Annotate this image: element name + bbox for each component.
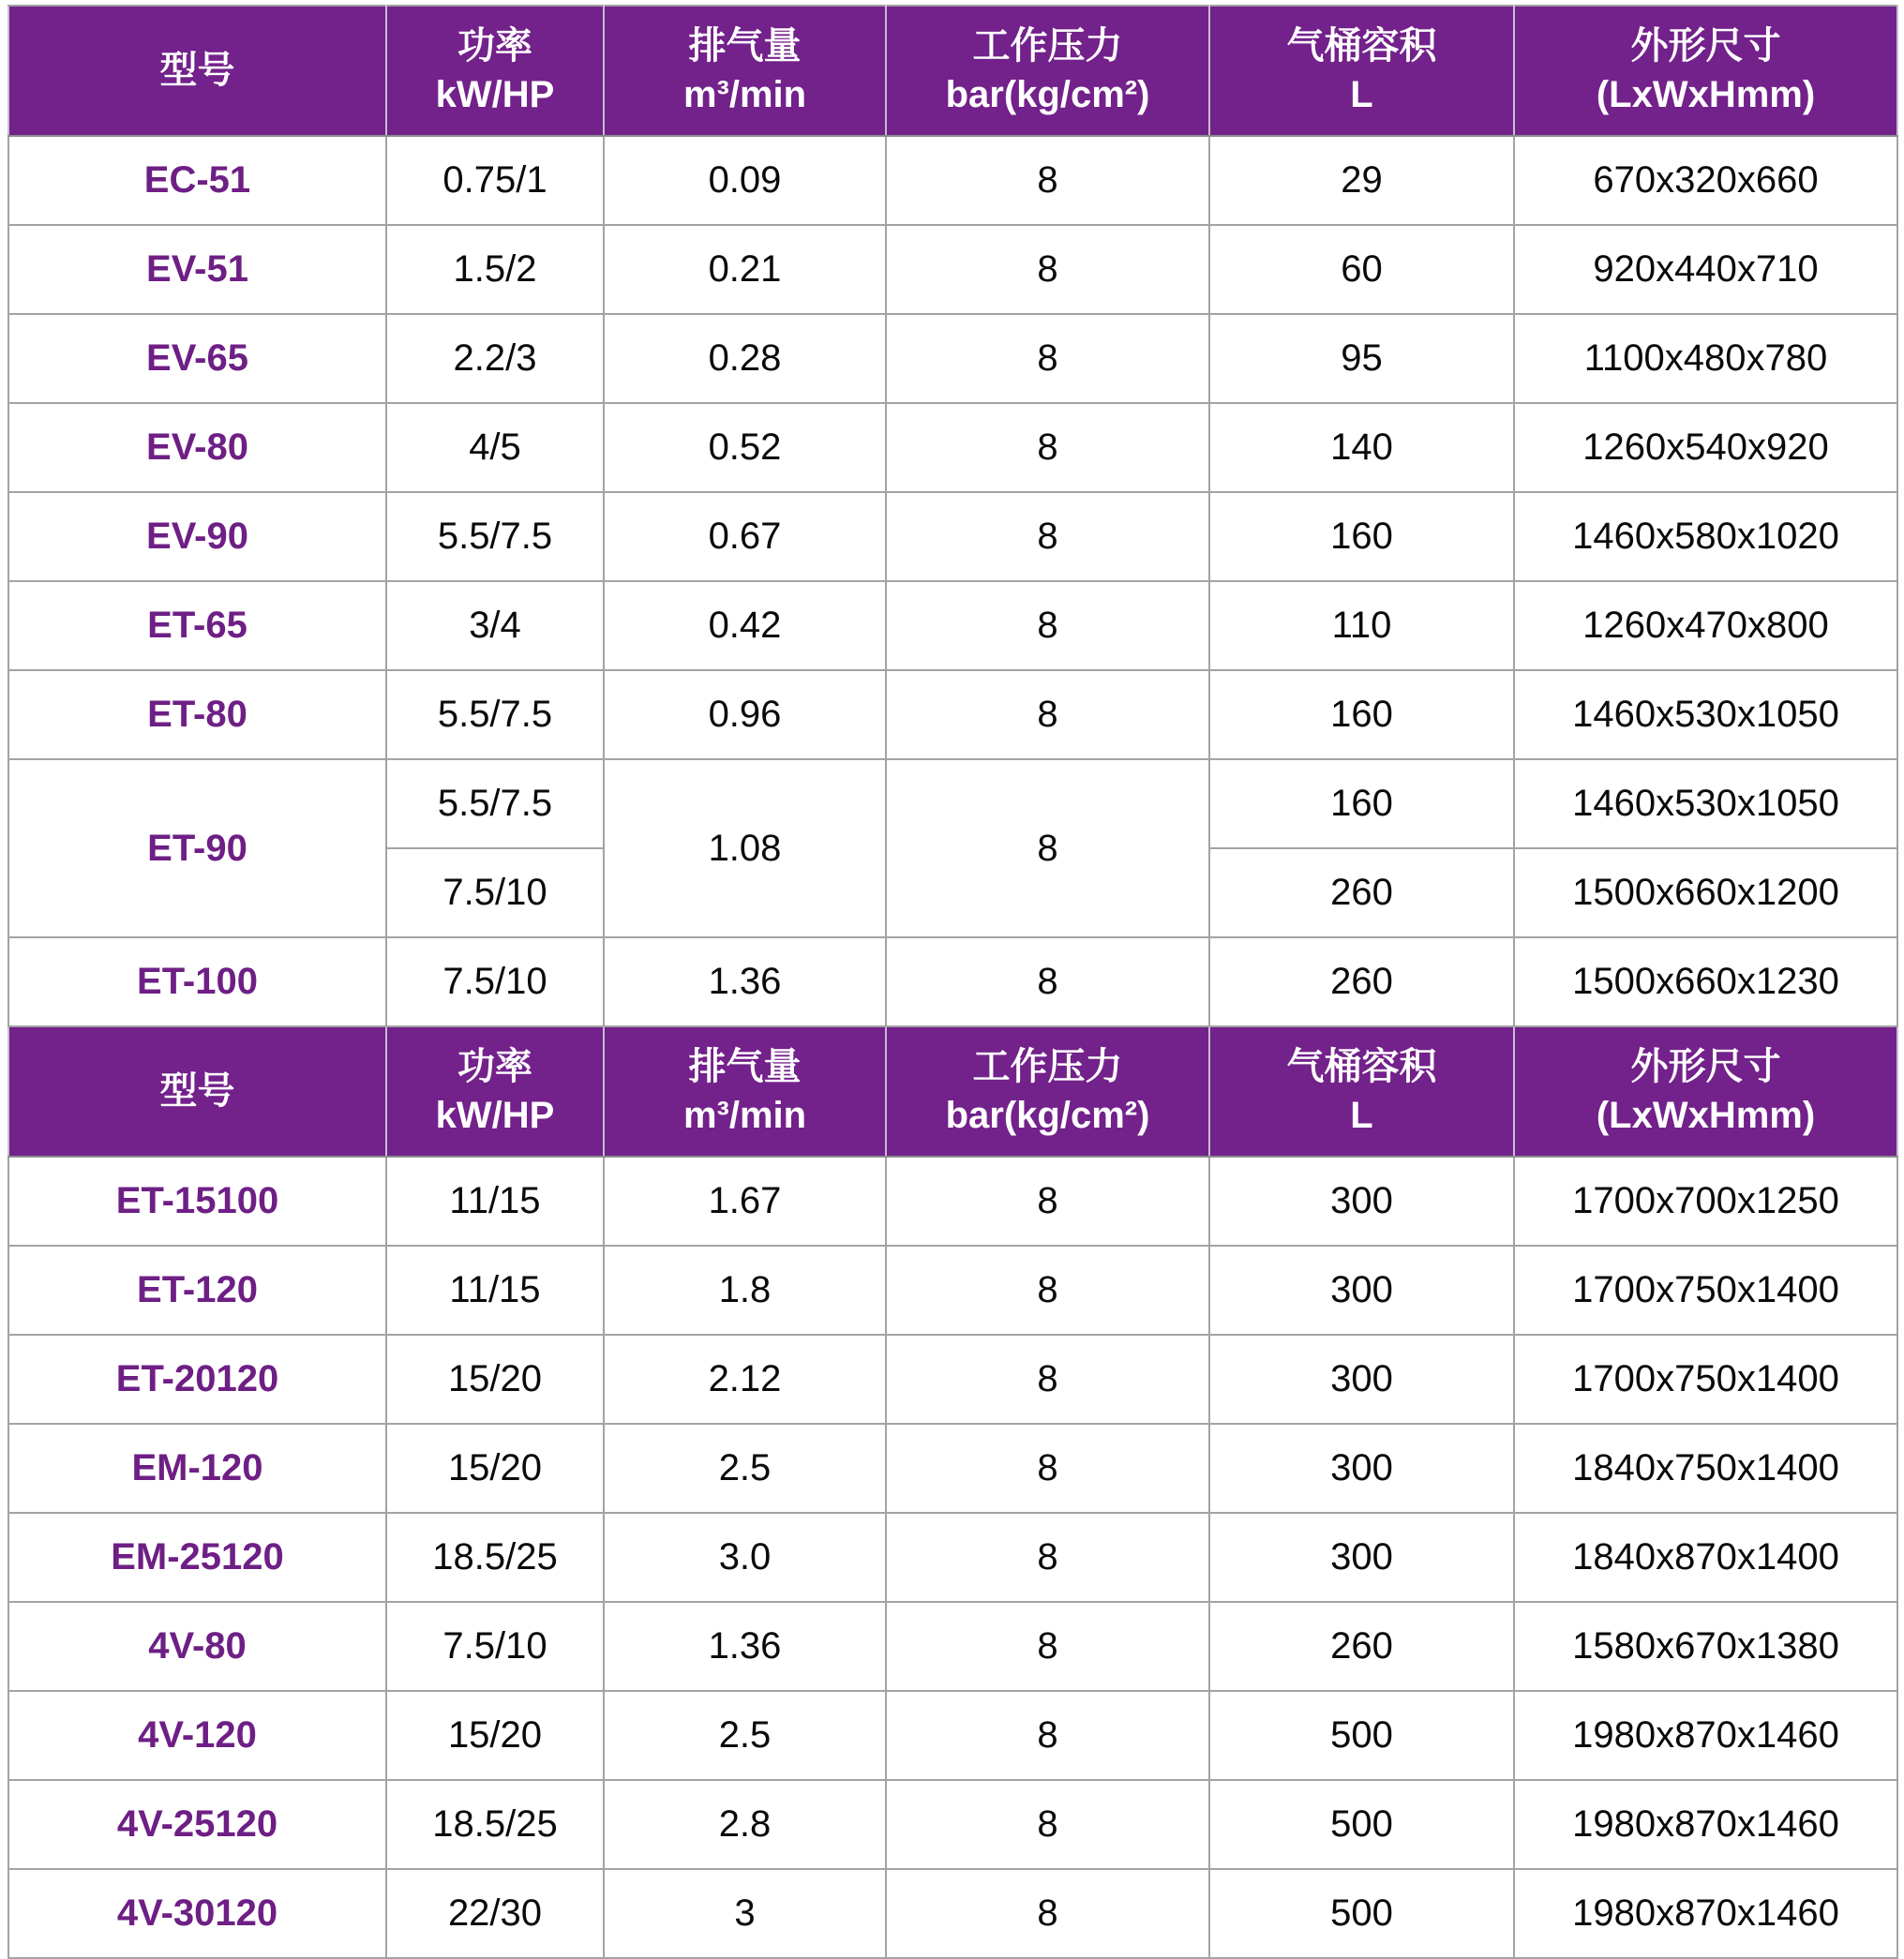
- table-row: [8, 225, 1897, 314]
- cell-power: 22/30: [386, 1869, 604, 1958]
- table-row: [8, 403, 1897, 492]
- header-displacement-line1: 排气量: [688, 25, 802, 67]
- header-cell-model: [8, 1026, 386, 1157]
- cell-pressure: 8: [886, 759, 1209, 937]
- header-pressure-line1: 工作压力: [972, 25, 1123, 67]
- cell-displacement: 0.67: [604, 492, 886, 581]
- cell-tank: 260: [1209, 937, 1514, 1026]
- cell-displacement: 1.08: [604, 759, 886, 937]
- header-power-line1: 功率: [457, 25, 532, 67]
- table-row: [8, 1424, 1897, 1513]
- cell-power: 5.5/7.5: [386, 492, 604, 581]
- cell-displacement: 0.42: [604, 581, 886, 670]
- cell-pressure: 8: [886, 1335, 1209, 1424]
- table-header-row-2: [8, 1026, 1897, 1157]
- cell-power: 5.5/7.5: [386, 670, 604, 759]
- cell-dims: 1460x580x1020: [1514, 492, 1897, 581]
- cell-power: 7.5/10: [386, 848, 604, 937]
- cell-dims: 1700x750x1400: [1514, 1335, 1897, 1424]
- cell-model: ET-90: [8, 759, 386, 937]
- cell-model: ET-120: [8, 1246, 386, 1335]
- cell-tank: 29: [1209, 136, 1514, 225]
- cell-displacement: 1.67: [604, 1157, 886, 1246]
- cell-power: 18.5/25: [386, 1513, 604, 1602]
- cell-model: EM-120: [8, 1424, 386, 1513]
- cell-displacement: 0.96: [604, 670, 886, 759]
- cell-model: ET-65: [8, 581, 386, 670]
- table-row: [8, 1869, 1897, 1958]
- cell-displacement: 0.28: [604, 314, 886, 403]
- header-cell-displacement: [604, 6, 886, 136]
- header-pressure-line2: bar(kg/cm²): [945, 1094, 1150, 1136]
- cell-displacement: 1.8: [604, 1246, 886, 1335]
- table-row: [8, 314, 1897, 403]
- header-displacement-line1: 排气量: [688, 1046, 802, 1088]
- cell-displacement: 1.36: [604, 937, 886, 1026]
- cell-tank: 60: [1209, 225, 1514, 314]
- cell-model: EC-51: [8, 136, 386, 225]
- header-cell-displacement: [604, 1026, 886, 1157]
- header-pressure-line2: bar(kg/cm²): [945, 73, 1150, 115]
- cell-dims: 1460x530x1050: [1514, 759, 1897, 848]
- header-dims-line2: (LxWxHmm): [1596, 73, 1816, 115]
- table-row-et90-variant-1: [8, 759, 1897, 848]
- cell-model: EM-25120: [8, 1513, 386, 1602]
- cell-dims: 1840x750x1400: [1514, 1424, 1897, 1513]
- cell-model: 4V-80: [8, 1602, 386, 1691]
- cell-pressure: 8: [886, 1602, 1209, 1691]
- header-pressure-line1: 工作压力: [972, 1046, 1123, 1088]
- table-row: [8, 1780, 1897, 1869]
- cell-power: 18.5/25: [386, 1780, 604, 1869]
- cell-pressure: 8: [886, 403, 1209, 492]
- cell-pressure: 8: [886, 937, 1209, 1026]
- cell-displacement: 2.8: [604, 1780, 886, 1869]
- cell-pressure: 8: [886, 670, 1209, 759]
- cell-tank: 160: [1209, 759, 1514, 848]
- table-row: [8, 1602, 1897, 1691]
- cell-tank: 110: [1209, 581, 1514, 670]
- table-row: [8, 581, 1897, 670]
- cell-pressure: 8: [886, 581, 1209, 670]
- header-cell-tank: [1209, 6, 1514, 136]
- header-dims-line1: 外形尺寸: [1630, 25, 1781, 67]
- cell-tank: 260: [1209, 848, 1514, 937]
- cell-dims: 1260x470x800: [1514, 581, 1897, 670]
- cell-dims: 1980x870x1460: [1514, 1691, 1897, 1780]
- table-row: [8, 1335, 1897, 1424]
- cell-tank: 260: [1209, 1602, 1514, 1691]
- cell-displacement: 1.36: [604, 1602, 886, 1691]
- header-dims-line1: 外形尺寸: [1630, 1046, 1781, 1088]
- cell-model: 4V-30120: [8, 1869, 386, 1958]
- cell-model: EV-80: [8, 403, 386, 492]
- header-tank-line1: 气桶容积: [1286, 1046, 1437, 1088]
- cell-displacement: 0.09: [604, 136, 886, 225]
- compressor-spec-table: [7, 5, 1898, 1959]
- header-tank-line1: 气桶容积: [1286, 25, 1437, 67]
- cell-model: 4V-120: [8, 1691, 386, 1780]
- header-cell-tank: [1209, 1026, 1514, 1157]
- cell-displacement: 3: [604, 1869, 886, 1958]
- cell-model: ET-80: [8, 670, 386, 759]
- header-tank-line2: L: [1350, 73, 1373, 115]
- header-dims-line2: (LxWxHmm): [1596, 1094, 1816, 1136]
- cell-power: 3/4: [386, 581, 604, 670]
- cell-tank: 160: [1209, 492, 1514, 581]
- cell-displacement: 2.12: [604, 1335, 886, 1424]
- cell-dims: 1580x670x1380: [1514, 1602, 1897, 1691]
- cell-power: 5.5/7.5: [386, 759, 604, 848]
- cell-pressure: 8: [886, 492, 1209, 581]
- header-cell-pressure: [886, 6, 1209, 136]
- cell-pressure: 8: [886, 136, 1209, 225]
- cell-dims: 920x440x710: [1514, 225, 1897, 314]
- table-row: [8, 492, 1897, 581]
- cell-tank: 300: [1209, 1157, 1514, 1246]
- cell-power: 11/15: [386, 1157, 604, 1246]
- cell-power: 15/20: [386, 1691, 604, 1780]
- header-cell-model: [8, 6, 386, 136]
- header-displacement-line2: m³/min: [682, 73, 807, 115]
- cell-pressure: 8: [886, 1513, 1209, 1602]
- header-tank-line2: L: [1350, 1094, 1373, 1136]
- cell-power: 1.5/2: [386, 225, 604, 314]
- cell-dims: 1840x870x1400: [1514, 1513, 1897, 1602]
- cell-pressure: 8: [886, 225, 1209, 314]
- cell-tank: 300: [1209, 1246, 1514, 1335]
- header-cell-power: [386, 6, 604, 136]
- cell-pressure: 8: [886, 1869, 1209, 1958]
- cell-displacement: 2.5: [604, 1424, 886, 1513]
- cell-dims: 670x320x660: [1514, 136, 1897, 225]
- cell-displacement: 0.21: [604, 225, 886, 314]
- cell-tank: 95: [1209, 314, 1514, 403]
- cell-tank: 500: [1209, 1691, 1514, 1780]
- cell-dims: 1500x660x1200: [1514, 848, 1897, 937]
- cell-dims: 1700x700x1250: [1514, 1157, 1897, 1246]
- header-power-line2: kW/HP: [435, 73, 555, 115]
- cell-tank: 500: [1209, 1869, 1514, 1958]
- cell-power: 7.5/10: [386, 937, 604, 1026]
- cell-tank: 300: [1209, 1424, 1514, 1513]
- cell-tank: 300: [1209, 1513, 1514, 1602]
- cell-pressure: 8: [886, 1691, 1209, 1780]
- cell-tank: 140: [1209, 403, 1514, 492]
- cell-dims: 1980x870x1460: [1514, 1869, 1897, 1958]
- cell-tank: 300: [1209, 1335, 1514, 1424]
- table-row: [8, 1246, 1897, 1335]
- table-row: [8, 670, 1897, 759]
- cell-power: 15/20: [386, 1424, 604, 1513]
- cell-pressure: 8: [886, 1780, 1209, 1869]
- header-power-line2: kW/HP: [435, 1094, 555, 1136]
- cell-dims: 1100x480x780: [1514, 314, 1897, 403]
- table-row: [8, 1513, 1897, 1602]
- cell-power: 7.5/10: [386, 1602, 604, 1691]
- cell-pressure: 8: [886, 1157, 1209, 1246]
- header-cell-power: [386, 1026, 604, 1157]
- cell-tank: 500: [1209, 1780, 1514, 1869]
- table-header-row-1: [8, 6, 1897, 136]
- table-row: [8, 1157, 1897, 1246]
- cell-displacement: 2.5: [604, 1691, 886, 1780]
- cell-power: 0.75/1: [386, 136, 604, 225]
- cell-pressure: 8: [886, 1246, 1209, 1335]
- table-row: [8, 937, 1897, 1026]
- header-model-label: 型号: [159, 49, 235, 91]
- cell-power: 15/20: [386, 1335, 604, 1424]
- cell-pressure: 8: [886, 1424, 1209, 1513]
- cell-power: 2.2/3: [386, 314, 604, 403]
- cell-tank: 160: [1209, 670, 1514, 759]
- table-row: [8, 1691, 1897, 1780]
- cell-model: EV-65: [8, 314, 386, 403]
- header-cell-pressure: [886, 1026, 1209, 1157]
- cell-power: 11/15: [386, 1246, 604, 1335]
- cell-model: EV-51: [8, 225, 386, 314]
- cell-dims: 1460x530x1050: [1514, 670, 1897, 759]
- cell-dims: 1500x660x1230: [1514, 937, 1897, 1026]
- cell-model: 4V-25120: [8, 1780, 386, 1869]
- header-model-label: 型号: [159, 1069, 235, 1112]
- cell-dims: 1260x540x920: [1514, 403, 1897, 492]
- header-power-line1: 功率: [457, 1046, 532, 1088]
- header-cell-dims: [1514, 6, 1897, 136]
- cell-pressure: 8: [886, 314, 1209, 403]
- cell-dims: 1700x750x1400: [1514, 1246, 1897, 1335]
- cell-model: ET-15100: [8, 1157, 386, 1246]
- cell-model: ET-20120: [8, 1335, 386, 1424]
- header-cell-dims: [1514, 1026, 1897, 1157]
- cell-power: 4/5: [386, 403, 604, 492]
- cell-model: ET-100: [8, 937, 386, 1026]
- table-row: [8, 136, 1897, 225]
- cell-displacement: 3.0: [604, 1513, 886, 1602]
- cell-model: EV-90: [8, 492, 386, 581]
- header-displacement-line2: m³/min: [682, 1094, 807, 1136]
- cell-displacement: 0.52: [604, 403, 886, 492]
- cell-dims: 1980x870x1460: [1514, 1780, 1897, 1869]
